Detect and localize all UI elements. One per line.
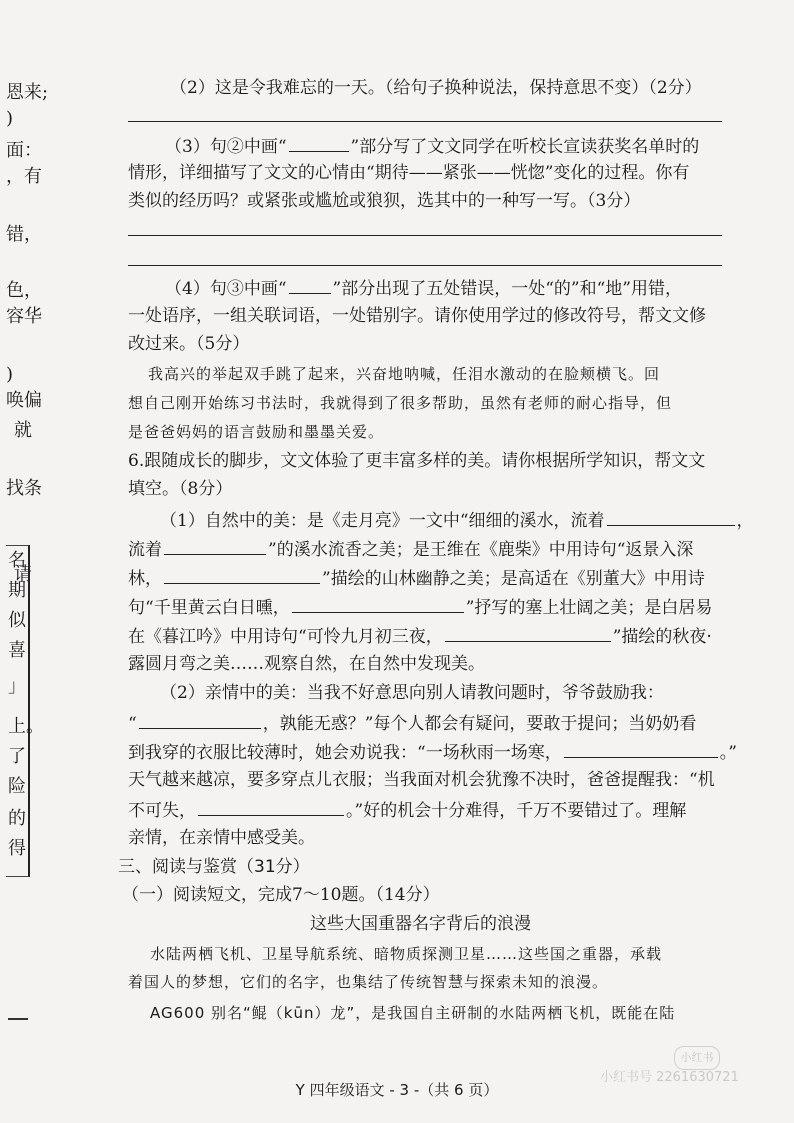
margin-fragment: 容华 (6, 306, 42, 327)
q6-2-text: 。”好的机会十分难得，千万不要错过了。理解 (346, 801, 687, 821)
box-char: 的 (8, 808, 26, 829)
answer-line[interactable] (128, 265, 722, 266)
q6-2-line-b (128, 710, 696, 736)
fill-blank[interactable] (164, 536, 266, 555)
fill-blank[interactable] (139, 710, 261, 729)
q6-1-text: 句“千里黄云白日曛， (128, 598, 290, 618)
q6-2-line-a: （2）亲情中的美：当我不好意思向别人请教问题时，爷爷鼓励我： (160, 683, 664, 703)
q5-part4-text-b: ”部分出现了五处错误，一处“的”和“地”用错， (332, 279, 682, 299)
q5-part4-line3: 改过来。（5分） (128, 334, 250, 354)
fill-blank[interactable] (292, 594, 464, 613)
answer-line[interactable] (128, 121, 722, 122)
q6-2-line-d: 天气越来越凉，要多穿点儿衣服；当我面对机会犹豫不决时，爸爸提醒我：“机 (128, 770, 715, 790)
q6-2-text: 。” (719, 743, 737, 763)
passage-line: 我高兴的举起双手跳了起来，兴奋地呐喊，任泪水激动的在脸颊横飞。回 (148, 365, 661, 383)
margin-fragment: 唤偏 (6, 390, 42, 411)
fill-blank[interactable] (445, 623, 611, 642)
box-char: 喜 (8, 640, 26, 661)
margin-fragment: 色， (6, 280, 42, 301)
q6-1-text: 林， (128, 569, 162, 589)
q6-2-line-e (128, 797, 686, 823)
q6-1-line-c (128, 565, 705, 591)
q6-1-text: ”抒写的塞上壮阔之美；是白居易 (465, 598, 713, 618)
q6-2-text: 不可失， (128, 801, 196, 821)
q6-1-text: 流着 (128, 540, 162, 560)
q5-part4-line1 (165, 275, 682, 301)
q6-1-line-f: 露圆月弯之美……观察自然，在自然中发现美。 (128, 654, 485, 674)
q6-2-line-c (128, 739, 737, 765)
q5-part3-text-b: ”部分写了文文同学在听校长宣读获奖名单时的 (350, 137, 700, 157)
box-char: 名 (8, 550, 26, 571)
q6-1-line-e (128, 623, 712, 649)
q6-1-line-d (128, 594, 712, 620)
article-title: 这些大国重器名字背后的浪漫 (310, 914, 531, 934)
underline-marker (289, 275, 331, 294)
underline-marker (289, 133, 349, 152)
box-char: 了 (8, 746, 26, 767)
q6-1-line-b (128, 536, 693, 562)
answer-line[interactable] (128, 235, 722, 236)
fill-blank[interactable] (607, 507, 735, 526)
q6-1-text: ， (736, 511, 754, 531)
section-heading: 三、阅读与鉴赏（31分） (118, 857, 310, 877)
margin-fragment: 就 (14, 420, 32, 441)
q5-part3-line1 (165, 133, 699, 159)
margin-fragment: 请 (14, 564, 32, 585)
article-line: AG600 别名“鲲（kūn）龙”，是我国自主研制的水陆两栖飞机，既能在陆 (150, 1004, 676, 1022)
box-char: 得 (8, 838, 26, 859)
box-char: 期 (8, 580, 26, 601)
q5-part3-line2: 情形，详细描写了文文的心情由“期待——紧张——恍惚”变化的过程。你有 (128, 163, 690, 183)
q6-2-text: 到我穿的衣服比较薄时，她会劝说我：“一场秋雨一场寒， (128, 743, 562, 763)
article-line: 着国人的梦想，它们的名字，也集结了传统智慧与探索未知的浪漫。 (128, 973, 609, 991)
margin-fragment: 面： (6, 140, 42, 161)
q5-part3-text-a: （3）句②中画“ (165, 137, 287, 157)
q6-stem-line1: 6.跟随成长的脚步，文文体验了更丰富多样的美。请你根据所学知识，帮文文 (128, 451, 706, 471)
margin-fragment: ) (6, 108, 14, 129)
q6-1-text: ”描绘的秋夜· (612, 627, 712, 647)
margin-dash (8, 1018, 28, 1020)
margin-fragment: ，有 (6, 166, 42, 187)
q5-part3-line3: 类似的经历吗？或紧张或尴尬或狼狈，选其中的一种写一写。（3分） (128, 191, 641, 211)
q5-part4-line2: 一处语序，一组关联词语，一处错别字。请你使用学过的修改符号，帮文文修 (128, 306, 706, 326)
q6-2-line-f: 亲情，在亲情中感受美。 (128, 828, 315, 848)
name-binding-box (6, 545, 44, 877)
box-char: 」 (8, 676, 26, 697)
margin-fragment: ) (6, 364, 14, 385)
q6-2-text: “ (128, 714, 137, 734)
passage-line: 是爸爸妈妈的语言鼓励和墨墨关爱。 (128, 423, 385, 441)
box-char: 上。 (8, 716, 44, 737)
q6-stem-line2: 填空。（8分） (128, 479, 233, 499)
watermark-text: 小红书号 2261630721 (600, 1070, 739, 1085)
article-line: 水陆两栖飞机、卫星导航系统、暗物质探测卫星……这些国之重器，承载 (150, 945, 663, 963)
page-footer: Y 四年级语文 - 3 -（共 6 页） (295, 1081, 499, 1099)
box-char: 似 (8, 610, 26, 631)
q6-1-text: ”描绘的山林幽静之美；是高适在《别董大》中用诗 (322, 569, 705, 589)
fill-blank[interactable] (164, 565, 320, 584)
q6-1-text: （1）自然中的美：是《走月亮》一文中“细细的溪水，流着 (160, 511, 605, 531)
q5-part4-text-a: （4）句③中画“ (165, 279, 287, 299)
fill-blank[interactable] (198, 797, 344, 816)
q6-1-line-a (160, 507, 754, 533)
q6-2-text: ，孰能无惑？”每个人都会有疑问，要敢于提问；当奶奶看 (262, 714, 697, 734)
box-char: 险 (8, 776, 26, 797)
section-subheading: （一）阅读短文，完成7～10题。（14分） (122, 885, 440, 905)
margin-fragment: 找条 (6, 478, 42, 499)
watermark-badge: 小红书 (674, 1046, 720, 1070)
margin-fragment: 恩来; (6, 82, 49, 103)
q6-1-text: ”的溪水流香之美；是王维在《鹿柴》中用诗句“返景入深 (268, 540, 694, 560)
fill-blank[interactable] (564, 739, 718, 758)
passage-line: 想自己刚开始练习书法时，我就得到了很多帮助，虽然有老师的耐心指导，但 (128, 394, 673, 412)
margin-fragment: 错， (6, 224, 42, 245)
q5-part2: （2）这是令我难忘的一天。（给句子换种说法，保持意思不变）（2分） (170, 78, 702, 98)
q6-1-text: 在《暮江吟》中用诗句“可怜九月初三夜， (128, 627, 443, 647)
